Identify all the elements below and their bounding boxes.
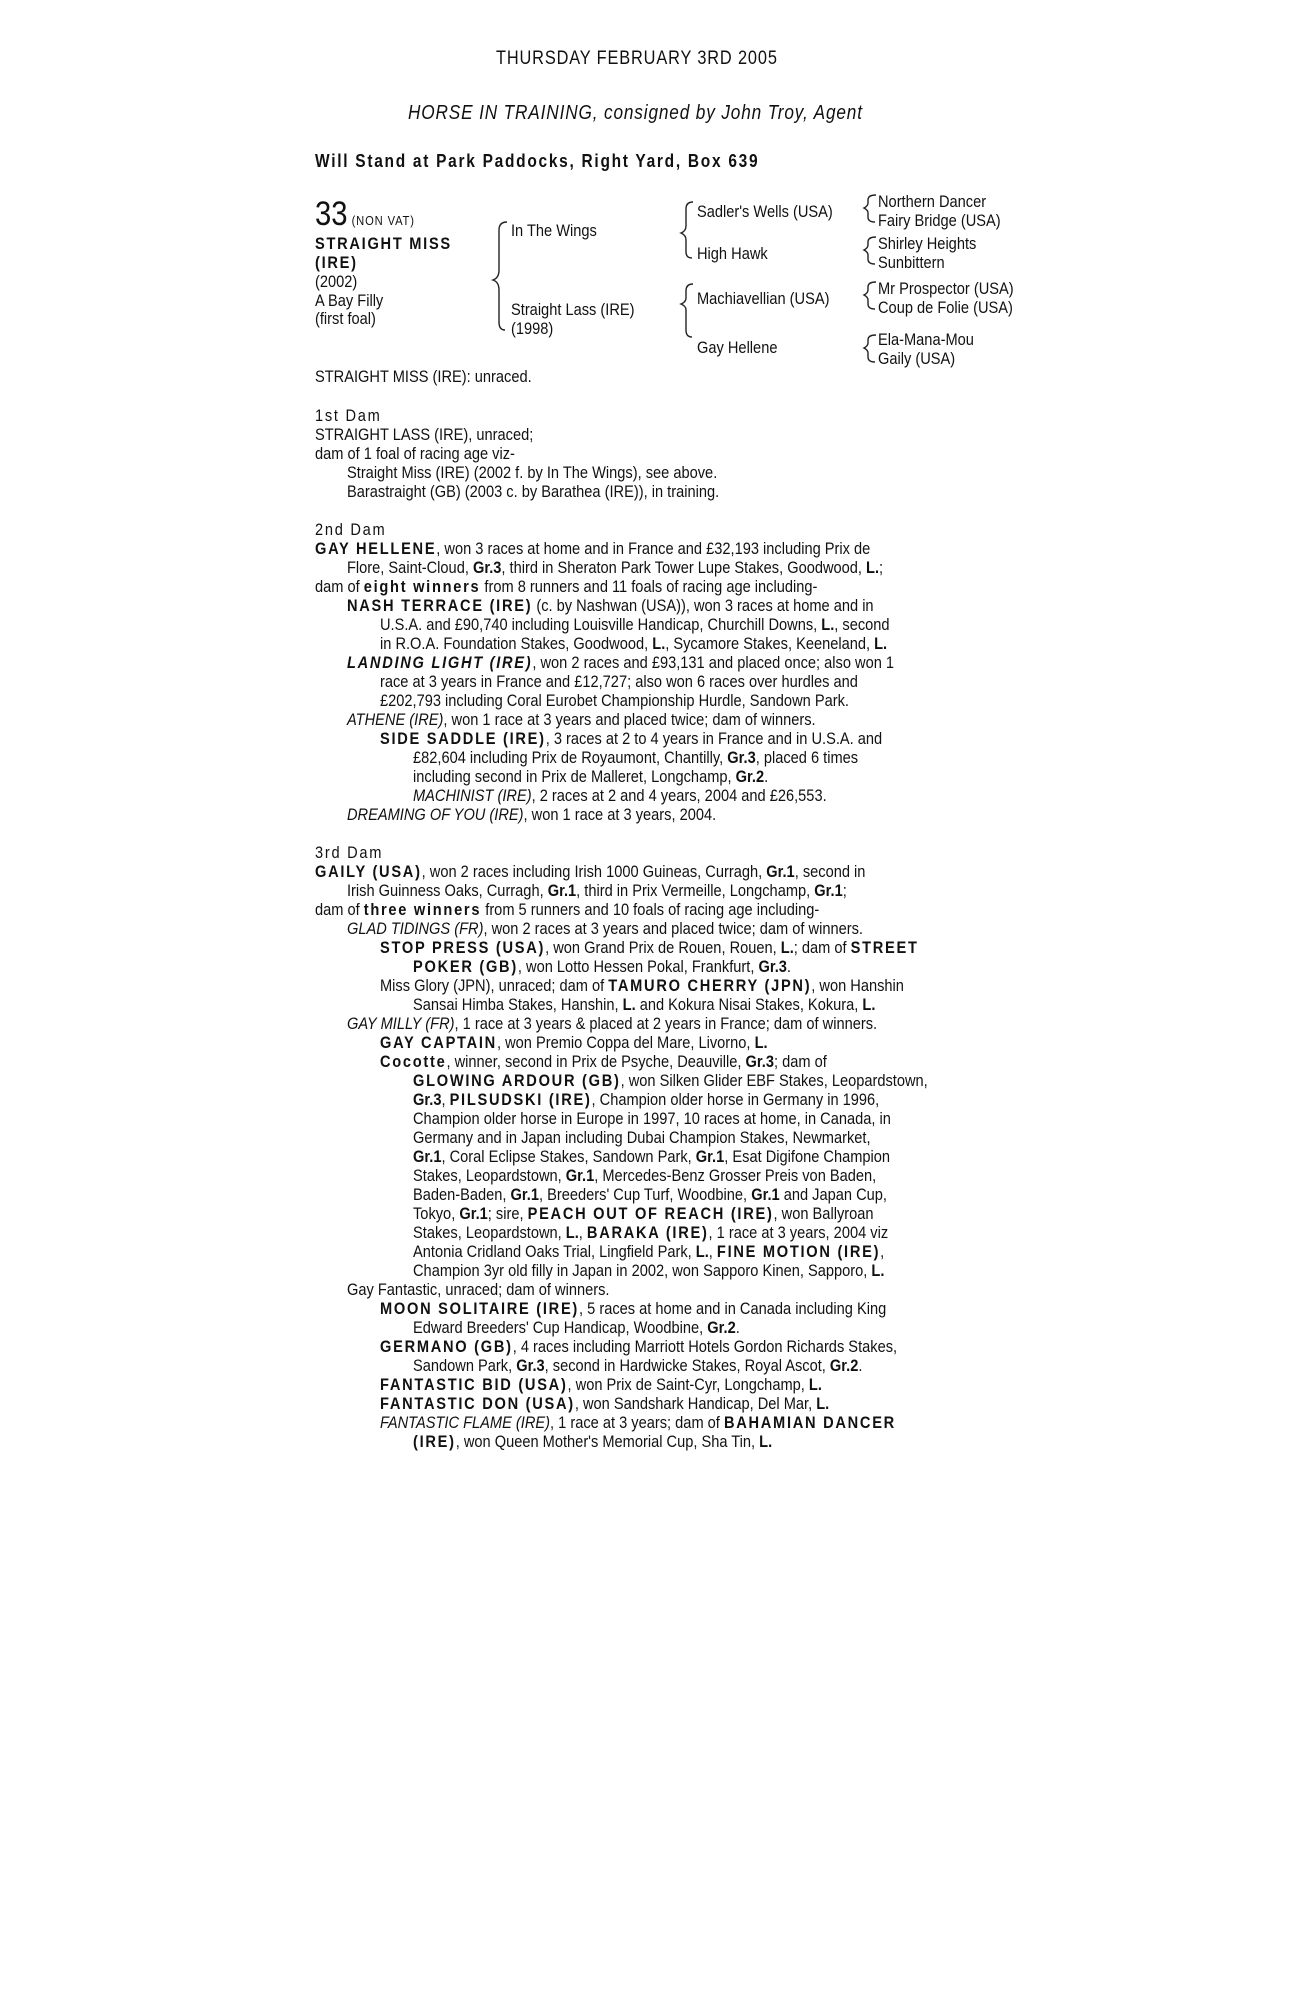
dam3-line: Sansai Himba Stakes, Hanshin, L. and Kokura Nisai Stakes, Kokura, L.: [413, 995, 876, 1014]
dam3-line: FANTASTIC BID (USA), won Prix de Saint-Cyr, Longchamp, L.: [380, 1375, 822, 1394]
dam2-line: Flore, Saint-Cloud, Gr.3, third in Sheraton Park Tower Lupe Stakes, Goodwood, L.;: [347, 558, 884, 577]
pedigree-dam: Straight Lass (IRE): [511, 300, 635, 319]
dam3-line: dam of three winners from 5 runners and 10 foals of racing age including-: [315, 900, 820, 919]
dam3-line: Miss Glory (JPN), unraced; dam of TAMURO CHERRY (JPN), won Hanshin: [380, 976, 904, 995]
dam1-line: Barastraight (GB) (2003 c. by Barathea (IRE)), in training.: [347, 482, 720, 501]
dam3-line: GAY CAPTAIN, won Premio Coppa del Mare, Livorno, L.: [380, 1033, 768, 1052]
dam1-line: STRAIGHT LASS (IRE), unraced;: [315, 425, 534, 444]
dam2-line: ATHENE (IRE), won 1 race at 3 years and placed twice; dam of winners.: [347, 710, 816, 729]
foal-note: (first foal): [315, 309, 376, 328]
pedigree-g1: Northern Dancer: [878, 192, 987, 211]
dam3-heading: 3rd Dam: [315, 843, 384, 862]
dam3-line: Champion older horse in Europe in 1997, 10 races at home, in Canada, in: [413, 1109, 891, 1128]
horse-name: STRAIGHT MISS: [315, 234, 452, 253]
dam3-line: GLOWING ARDOUR (GB), won Silken Glider EBF Stakes, Leopardstown,: [413, 1071, 928, 1090]
pedigree-dam-sire: Machiavellian (USA): [697, 289, 830, 308]
dam3-line: GAY MILLY (FR), 1 race at 3 years & placed at 2 years in France; dam of winners.: [347, 1014, 878, 1033]
dam3-line: Tokyo, Gr.1; sire, PEACH OUT OF REACH (IRE), won Ballyroan: [413, 1204, 874, 1223]
dam2-line: dam of eight winners from 8 runners and 11 foals of racing age including-: [315, 577, 818, 596]
dam3-line: Gr.1, Coral Eclipse Stakes, Sandown Park, Gr.1, Esat Digifone Champion: [413, 1147, 891, 1166]
stand-location: Will Stand at Park Paddocks, Right Yard, Box 639: [315, 151, 760, 171]
dam3-line: Gay Fantastic, unraced; dam of winners.: [347, 1280, 610, 1299]
dam3-line: Champion 3yr old filly in Japan in 2002, won Sapporo Kinen, Sapporo, L.: [413, 1261, 885, 1280]
dam3-line: GLAD TIDINGS (FR), won 2 races at 3 years and placed twice; dam of winners.: [347, 919, 863, 938]
dam2-heading: 2nd Dam: [315, 520, 387, 539]
dam3-line: Edward Breeders' Cup Handicap, Woodbine, Gr.2.: [413, 1318, 740, 1337]
dam1-heading: 1st Dam: [315, 406, 382, 425]
pedigree-dam-dam: Gay Hellene: [697, 338, 778, 357]
pedigree-g5: Mr Prospector (USA): [878, 279, 1014, 298]
dam2-line: NASH TERRACE (IRE) (c. by Nashwan (USA)), won 3 races at home and in: [347, 596, 874, 615]
pedigree-dam-year: (1998): [511, 319, 554, 338]
lot-number: 33: [315, 195, 348, 233]
dam3-line: GERMANO (GB), 4 races including Marriott Hotels Gordon Richards Stakes,: [380, 1337, 898, 1356]
dam2-line: U.S.A. and £90,740 including Louisville Handicap, Churchill Downs, L., second: [380, 615, 890, 634]
dam3-line: FANTASTIC FLAME (IRE), 1 race at 3 years; dam of BAHAMIAN DANCER: [380, 1413, 896, 1432]
pedigree-sire-dam: High Hawk: [697, 244, 768, 263]
dam3-line: STOP PRESS (USA), won Grand Prix de Rouen, Rouen, L.; dam of STREET: [380, 938, 919, 957]
dam2-line: in R.O.A. Foundation Stakes, Goodwood, L., Sycamore Stakes, Keeneland, L.: [380, 634, 888, 653]
pedigree-sire-sire: Sadler's Wells (USA): [697, 202, 833, 221]
dam2-line: DREAMING OF YOU (IRE), won 1 race at 3 years, 2004.: [347, 805, 717, 824]
pedigree-g6: Coup de Folie (USA): [878, 298, 1013, 317]
race-summary: STRAIGHT MISS (IRE): unraced.: [315, 367, 532, 386]
dam3-line: Stakes, Leopardstown, L., BARAKA (IRE), 1 race at 3 years, 2004 viz: [413, 1223, 889, 1242]
dam3-line: Baden-Baden, Gr.1, Breeders' Cup Turf, Woodbine, Gr.1 and Japan Cup,: [413, 1185, 887, 1204]
dam3-line: GAILY (USA), won 2 races including Irish 1000 Guineas, Curragh, Gr.1, second in: [315, 862, 866, 881]
dam3-line: Cocotte, winner, second in Prix de Psyche, Deauville, Gr.3; dam of: [380, 1052, 827, 1071]
dam3-line: FANTASTIC DON (USA), won Sandshark Handicap, Del Mar, L.: [380, 1394, 830, 1413]
dam2-line: LANDING LIGHT (IRE), won 2 races and £93,131 and placed once; also won 1: [347, 653, 895, 672]
horse-country: (IRE): [315, 253, 358, 272]
vat-status: (NON VAT): [351, 213, 415, 228]
pedigree-g8: Gaily (USA): [878, 349, 956, 368]
sale-date: THURSDAY FEBRUARY 3RD 2005: [496, 48, 778, 69]
dam1-line: dam of 1 foal of racing age viz-: [315, 444, 515, 463]
pedigree-g2: Fairy Bridge (USA): [878, 211, 1001, 230]
dam2-line: GAY HELLENE, won 3 races at home and in France and £32,193 including Prix de: [315, 539, 871, 558]
dam2-line: £82,604 including Prix de Royaumont, Chantilly, Gr.3, placed 6 times: [413, 748, 859, 767]
dam3-line: MOON SOLITAIRE (IRE), 5 races at home and in Canada including King: [380, 1299, 887, 1318]
pedigree-g7: Ela-Mana-Mou: [878, 330, 974, 349]
horse-year: (2002): [315, 272, 358, 291]
dam2-line: including second in Prix de Malleret, Longchamp, Gr.2.: [413, 767, 769, 786]
dam3-line: (IRE), won Queen Mother's Memorial Cup, Sha Tin, L.: [413, 1432, 773, 1451]
dam2-line: £202,793 including Coral Eurobet Championship Hurdle, Sandown Park.: [380, 691, 849, 710]
horse-description: A Bay Filly: [315, 291, 384, 310]
pedigree-g4: Sunbittern: [878, 253, 945, 272]
dam3-line: POKER (GB), won Lotto Hessen Pokal, Frankfurt, Gr.3.: [413, 957, 791, 976]
dam1-line: Straight Miss (IRE) (2002 f. by In The Wings), see above.: [347, 463, 718, 482]
dam3-line: Sandown Park, Gr.3, second in Hardwicke Stakes, Royal Ascot, Gr.2.: [413, 1356, 863, 1375]
consignment-line: HORSE IN TRAINING, consigned by John Troy, Agent: [408, 102, 863, 124]
dam3-line: Gr.3, PILSUDSKI (IRE), Champion older horse in Germany in 1996,: [413, 1090, 880, 1109]
dam3-line: Stakes, Leopardstown, Gr.1, Mercedes-Benz Grosser Preis von Baden,: [413, 1166, 877, 1185]
pedigree-g3: Shirley Heights: [878, 234, 977, 253]
dam3-line: Irish Guinness Oaks, Curragh, Gr.1, third in Prix Vermeille, Longchamp, Gr.1;: [347, 881, 847, 900]
pedigree-sire: In The Wings: [511, 221, 597, 240]
dam3-line: Germany and in Japan including Dubai Champion Stakes, Newmarket,: [413, 1128, 871, 1147]
dam2-line: MACHINIST (IRE), 2 races at 2 and 4 years, 2004 and £26,553.: [413, 786, 827, 805]
dam3-line: Antonia Cridland Oaks Trial, Lingfield Park, L., FINE MOTION (IRE),: [413, 1242, 885, 1261]
dam2-line: SIDE SADDLE (IRE), 3 races at 2 to 4 years in France and in U.S.A. and: [380, 729, 883, 748]
dam2-line: race at 3 years in France and £12,727; also won 6 races over hurdles and: [380, 672, 858, 691]
